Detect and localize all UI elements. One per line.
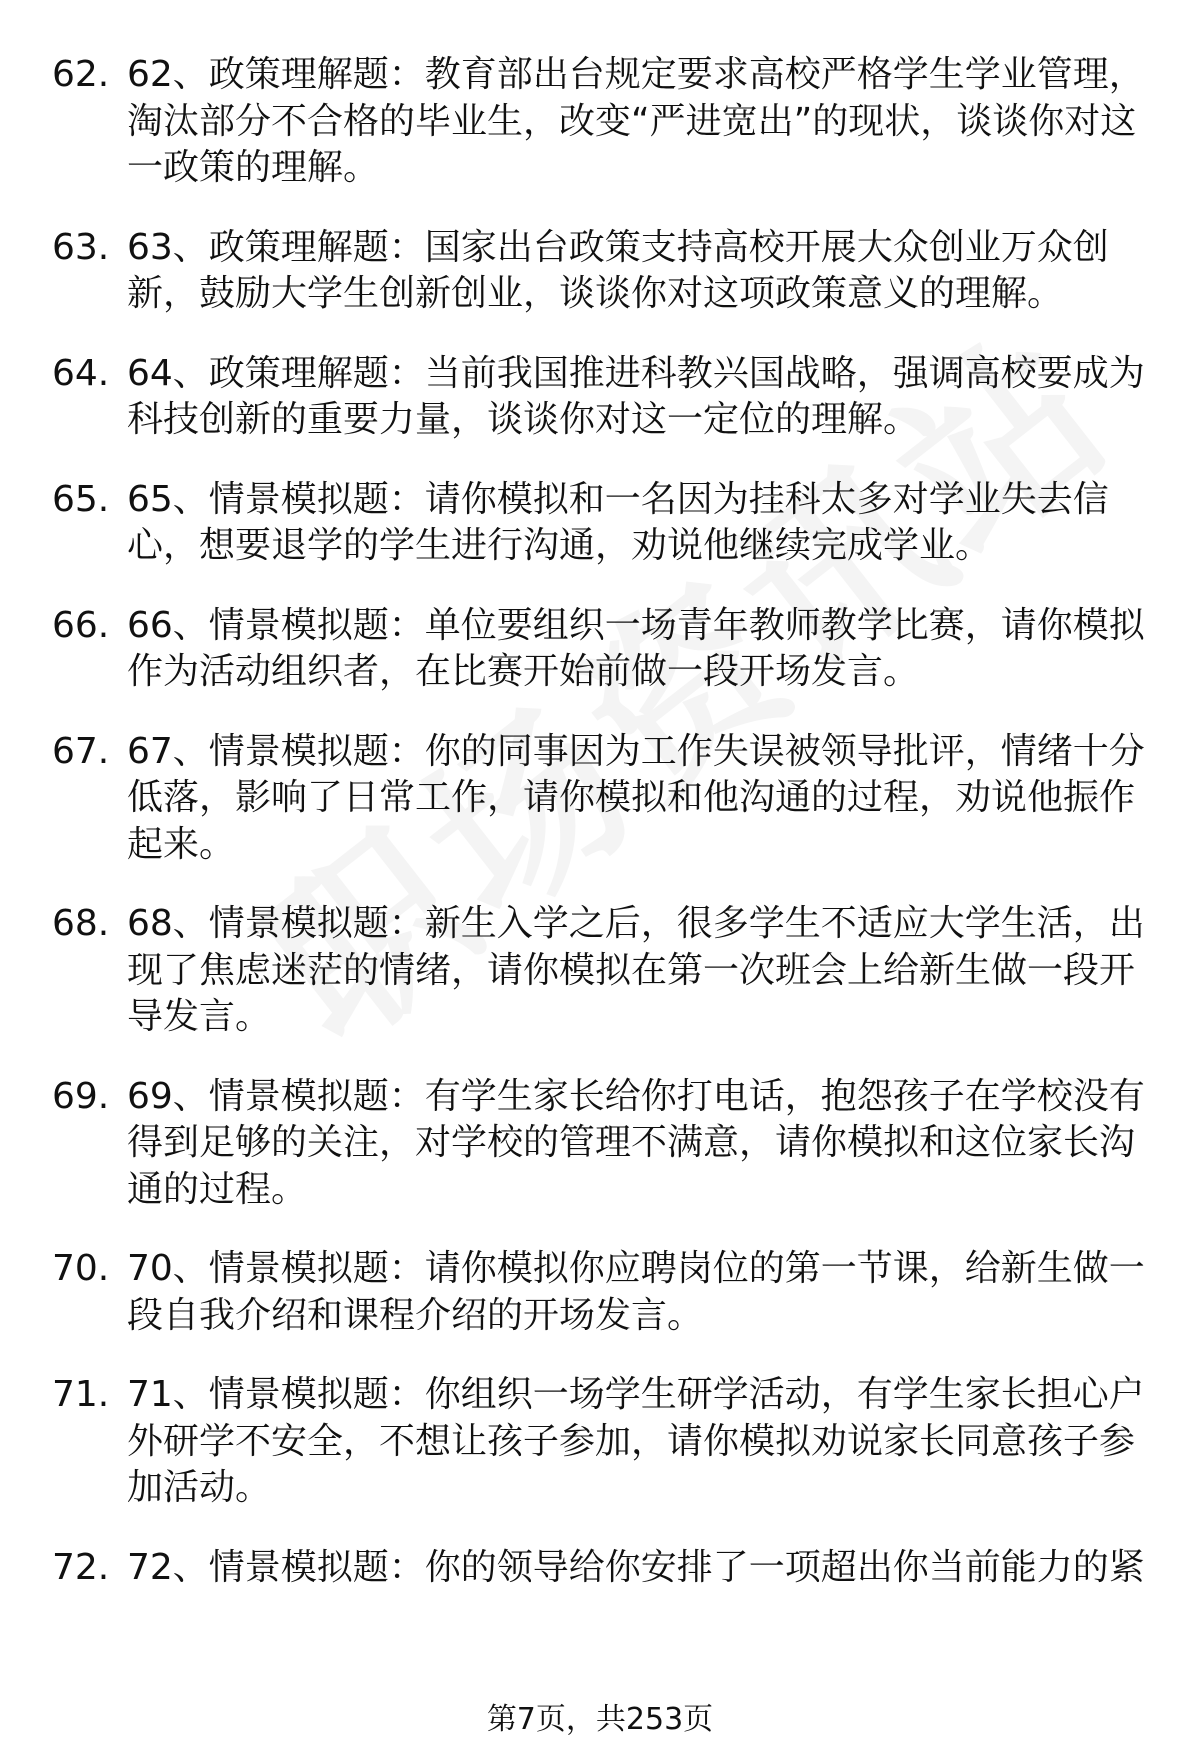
list-item-71	[0, 1372, 1200, 1512]
question-number: 67.	[52, 730, 110, 772]
list-item-70	[0, 1246, 1200, 1339]
question-number: 66.	[52, 604, 110, 646]
question-text: 66、情景模拟题：单位要组织一场青年教师教学比赛，请你模拟作为活动组织者，在比赛开始前做一段开场发言。	[127, 604, 1145, 692]
question-text: 68、情景模拟题：新生入学之后，很多学生不适应大学生活，出现了焦虑迷茫的情绪，请你模拟在第一次班会上给新生做一段开导发言。	[127, 903, 1145, 1037]
page-footer: 第7页，共253页	[486, 1702, 714, 1737]
question-number: 63.	[52, 226, 110, 268]
question-text: 62、政策理解题：教育部出台规定要求高校严格学生学业管理，淘汰部分不合格的毕业生，改变“严进宽出”的现状，谈谈你对这一政策的理解。	[127, 54, 1145, 188]
list-item-66	[0, 603, 1200, 696]
question-number: 70.	[52, 1248, 110, 1289]
question-list	[0, 52, 1200, 1624]
question-text: 67、情景模拟题：你的同事因为工作失误被领导批评，情绪十分低落，影响了日常工作，请你模拟和他沟通的过程，劝说他振作起来。	[127, 730, 1145, 865]
question-text: 63、政策理解题：国家出台政策支持高校开展大众创业万众创新，鼓励大学生创新创业，谈谈你对这项政策意义的理解。	[127, 226, 1109, 314]
question-text: 72、情景模拟题：你的领导给你安排了一项超出你当前能力的紧	[127, 1546, 1145, 1588]
list-item-68	[0, 901, 1200, 1041]
list-item-63	[0, 225, 1200, 318]
question-number: 71.	[52, 1374, 110, 1415]
question-text: 65、情景模拟题：请你模拟和一名因为挂科太多对学业失去信心，想要退学的学生进行沟通，劝说他继续完成学业。	[127, 478, 1109, 566]
list-item-65	[0, 477, 1200, 570]
question-text: 71、情景模拟题：你组织一场学生研学活动，有学生家长担心户外研学不安全，不想让孩子参加，请你模拟劝说家长同意孩子参加活动。	[127, 1374, 1145, 1508]
question-number: 65.	[52, 478, 110, 520]
list-item-62	[0, 52, 1200, 192]
list-item-69	[0, 1074, 1200, 1214]
question-text: 64、政策理解题：当前我国推进科教兴国战略，强调高校要成为科技创新的重要力量，谈谈你对这一定位的理解。	[127, 352, 1145, 440]
question-number: 64.	[52, 352, 110, 394]
question-text: 70、情景模拟题：请你模拟你应聘岗位的第一节课，给新生做一段自我介绍和课程介绍的开场发言。	[127, 1248, 1145, 1336]
question-text: 69、情景模拟题：有学生家长给你打电话，抱怨孩子在学校没有得到足够的关注，对学校的管理不满意，请你模拟和这位家长沟通的过程。	[127, 1075, 1145, 1210]
question-number: 69.	[52, 1075, 110, 1117]
question-number: 72.	[52, 1546, 110, 1588]
list-item-72	[0, 1545, 1200, 1592]
list-item-67	[0, 729, 1200, 869]
question-number: 62.	[52, 54, 110, 95]
question-number: 68.	[52, 903, 110, 944]
list-item-64	[0, 351, 1200, 444]
